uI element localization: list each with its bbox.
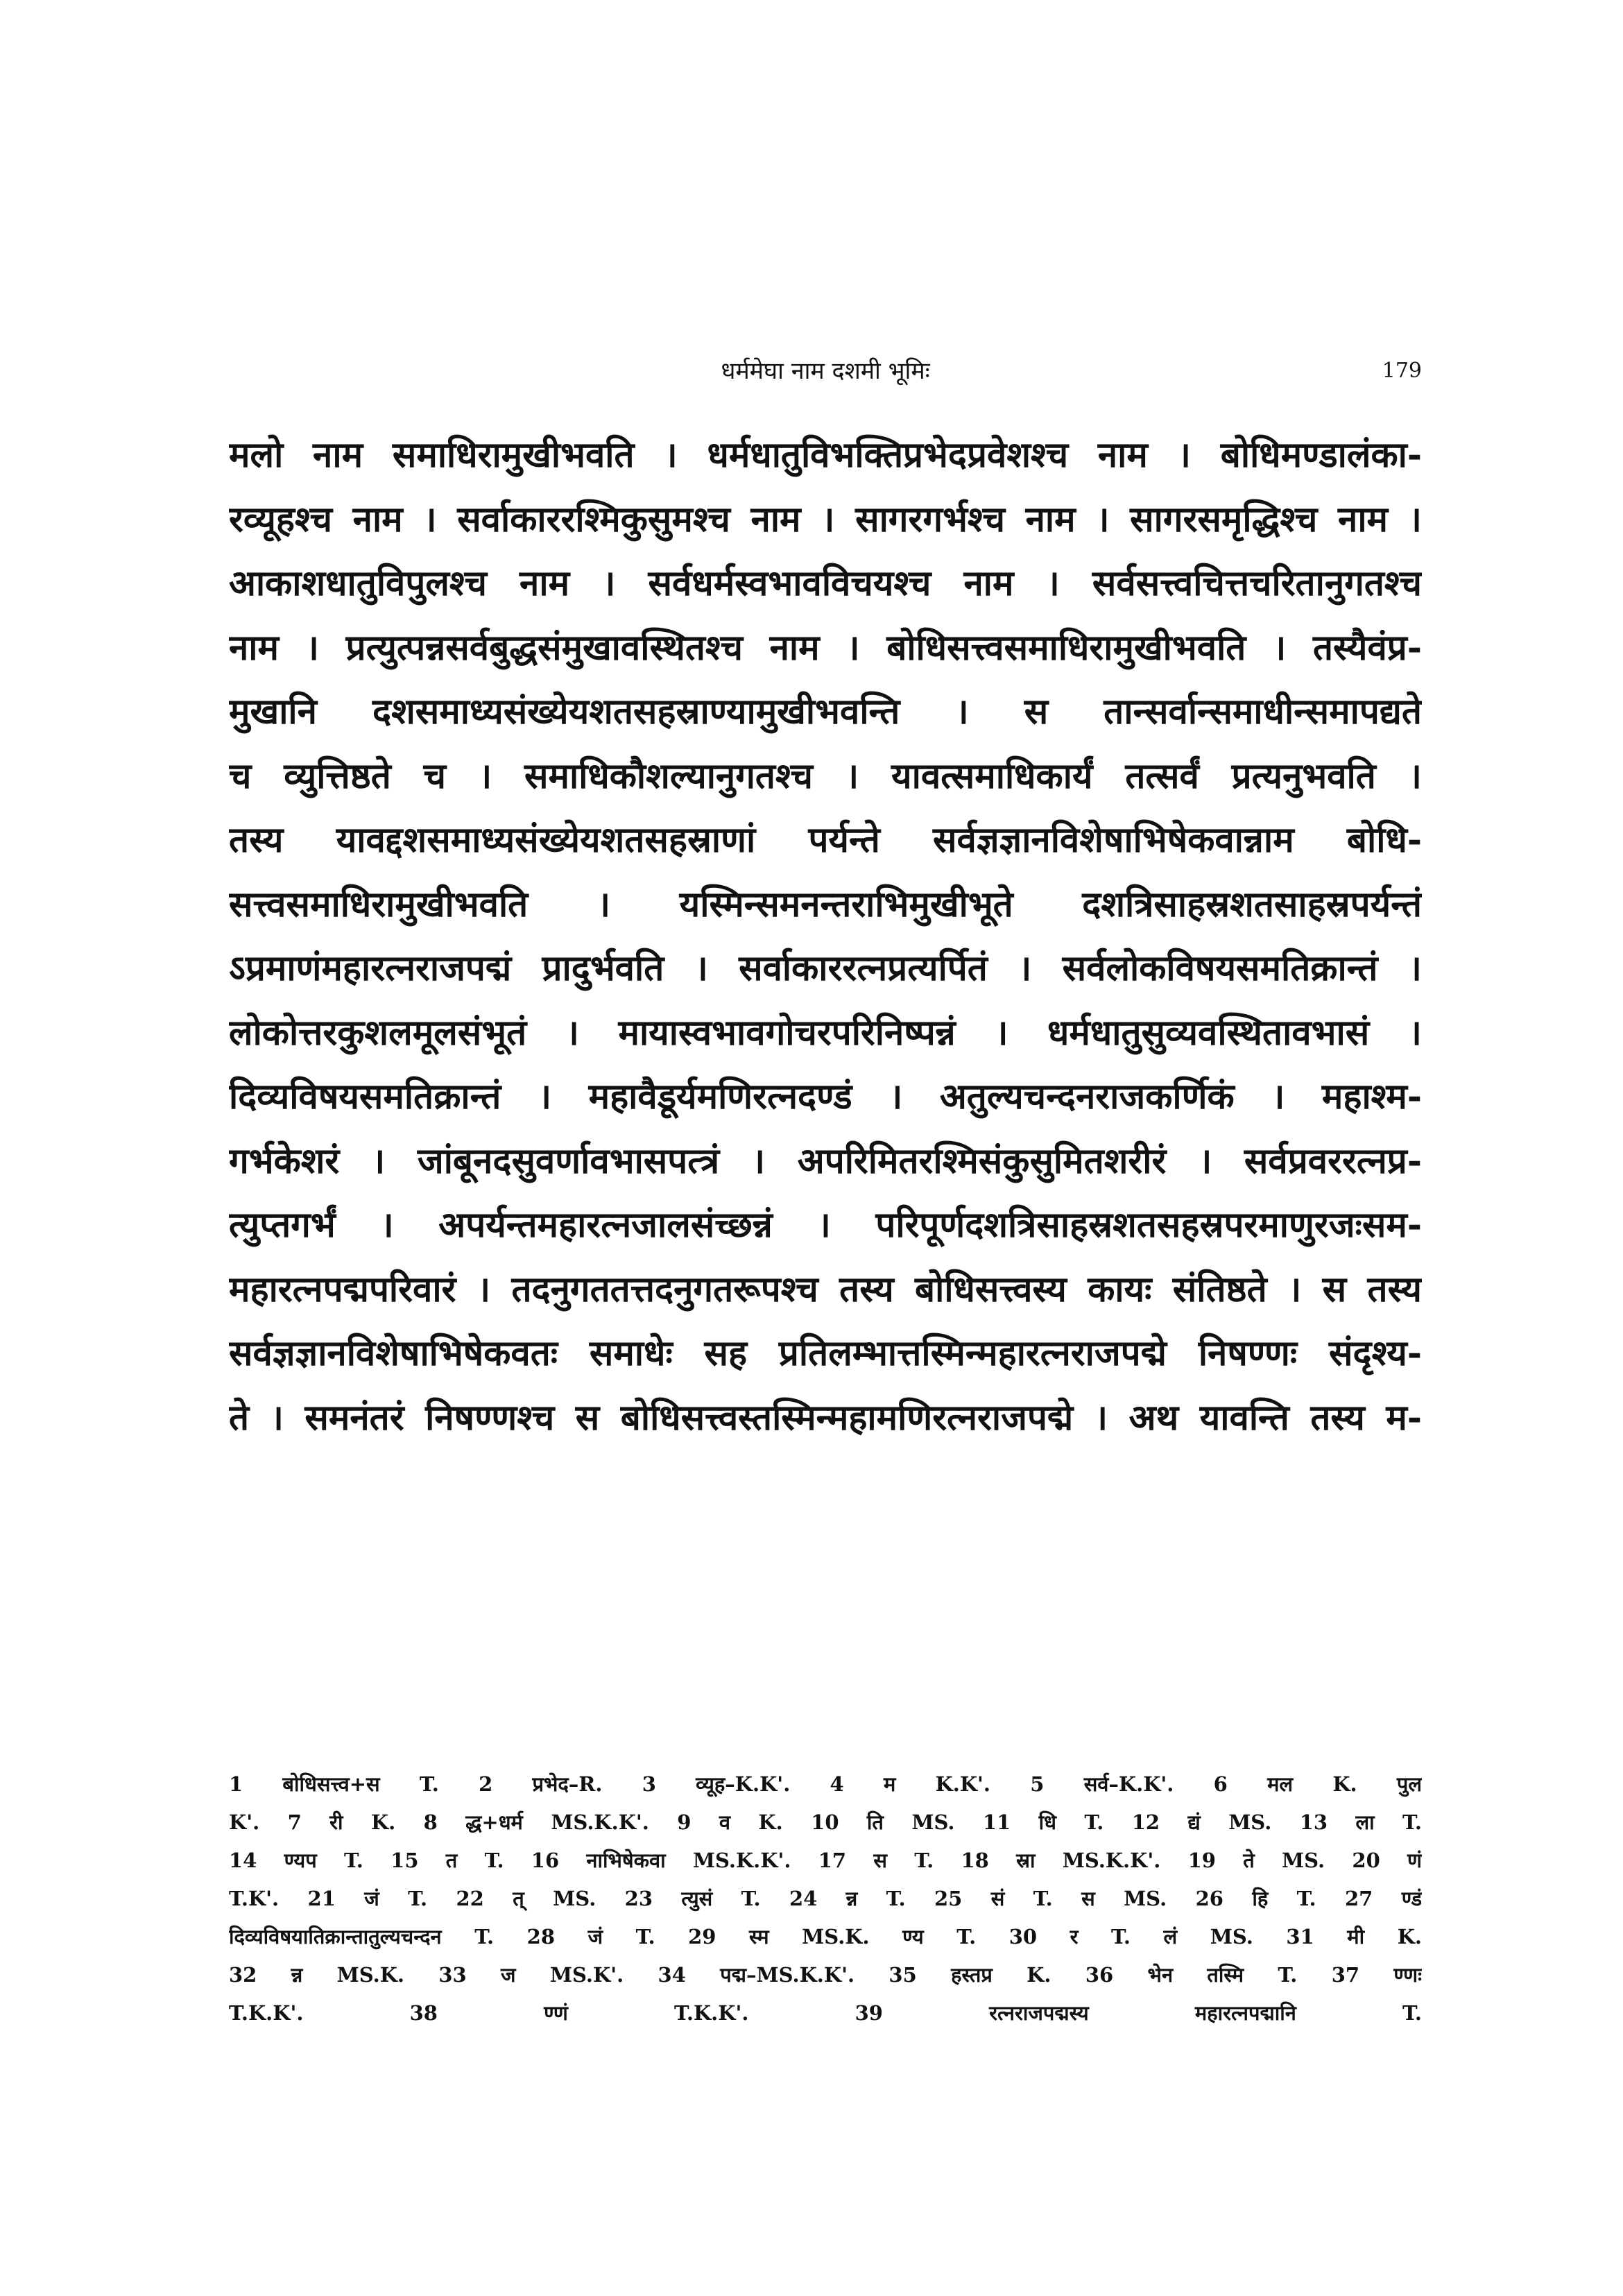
footnote-line: T.K.K'. 38 ण्णं T.K.K'. 39 रत्नराजपद्मस्य महारत्नपद्मानि T. <box>229 2001 1422 2025</box>
footnote-line: 1 बोधिसत्त्व+स T. 2 प्रभेद–R. 3 व्यूह–K.K'. 4 म K.K'. 5 सर्व–K.K'. 6 मल K. पुल <box>229 1772 1422 1796</box>
main-text <box>229 423 1422 1450</box>
text-line: रव्यूहश्च नाम । सर्वाकाररश्मिकुसुमश्च नाम । सागरगर्भश्च नाम । सागरसमृद्धिश्च नाम । <box>229 498 1422 540</box>
text-line: तस्य यावद्दशसमाध्यसंख्येयशतसहस्राणां पर्यन्ते सर्वज्ञज्ञानविशेषाभिषेकवान्नाम बोधि- <box>229 819 1422 861</box>
footnotes <box>229 1765 1422 2032</box>
text-line: मुखानि दशसमाध्यसंख्येयशतसहस्राण्यामुखीभवन्ति । स तान्सर्वान्समाधीन्समापद्यते <box>229 691 1422 733</box>
text-line: त्युप्तगर्भं । अपर्यन्तमहारत्नजालसंच्छन्नं । परिपूर्णदशत्रिसाहस्रशतसहस्रपरमाणुरजःसम- <box>229 1204 1422 1246</box>
text-line: मलो नाम समाधिरामुखीभवति । धर्मधातुविभक्तिप्रभेदप्रवेशश्च नाम । बोधिमण्डालंका- <box>229 434 1422 476</box>
text-line: च व्युत्तिष्ठते च । समाधिकौशल्यानुगतश्च । यावत्समाधिकार्यं तत्सर्वं प्रत्यनुभवति । <box>229 755 1422 797</box>
footnote-line: दिव्यविषयातिक्रान्तातुल्यचन्दन T. 28 जं T. 29 स्म MS.K. ण्य T. 30 र T. लं MS. 31 मी K. <box>229 1925 1422 1948</box>
page-number: 179 <box>1382 359 1422 383</box>
text-line: नाम । प्रत्युत्पन्नसर्वबुद्धसंमुखावस्थितश्च नाम । बोधिसत्त्वसमाधिरामुखीभवति । तस्यैवंप्र- <box>229 626 1422 669</box>
text-line: लोकोत्तरकुशलमूलसंभूतं । मायास्वभावगोचरपरिनिष्पन्नं । धर्मधातुसुव्यवस्थितावभासं । <box>229 1011 1422 1054</box>
text-line: सत्त्वसमाधिरामुखीभवति । यस्मिन्समनन्तराभिमुखीभूते दशत्रिसाहस्रशतसाहस्रपर्यन्तं <box>229 883 1422 925</box>
footnote-line: T.K'. 21 जं T. 22 त् MS. 23 त्युसं T. 24 न्न T. 25 सं T. स MS. 26 हि T. 27 ण्डं <box>229 1887 1422 1910</box>
text-line: सर्वज्ञज्ञानविशेषाभिषेकवतः समाधेः सह प्रतिलम्भात्तस्मिन्महारत्नराजपद्मे निषण्णः संदृश्य- <box>229 1333 1422 1374</box>
text-line: दिव्यविषयसमतिक्रान्तं । महावैडूर्यमणिरत्नदण्डं । अतुल्यचन्दनराजकर्णिकं । महाश्म- <box>229 1076 1422 1117</box>
footnote-line: K'. 7 री K. 8 द्ध+धर्म MS.K.K'. 9 व K. 10 ति MS. 11 धि T. 12 द्यं MS. 13 ला T. <box>229 1810 1422 1834</box>
running-head <box>229 350 1422 392</box>
running-title: धर्ममेघा नाम दशमी भूमिः <box>721 357 930 385</box>
text-line: महारत्नपद्मपरिवारं । तदनुगततत्तदनुगतरूपश्च तस्य बोधिसत्त्वस्य कायः संतिष्ठते । स तस्य <box>229 1268 1422 1310</box>
footnote-line: 14 ण्यप T. 15 त T. 16 नाभिषेकवा MS.K.K'. 17 स T. 18 स्रा MS.K.K'. 19 ते MS. 20 णं <box>229 1849 1422 1872</box>
text-line: ते । समनंतरं निषण्णश्च स बोधिसत्त्वस्तस्मिन्महामणिरत्नराजपद्मे । अथ यावन्ति तस्य म- <box>229 1396 1422 1439</box>
text-line: गर्भकेशरं । जांबूनदसुवर्णावभासपत्त्रं । अपरिमितरश्मिसंकुसुमितशरीरं । सर्वप्रवररत्नप्र- <box>229 1140 1422 1182</box>
footnote-line: 32 न्न MS.K. 33 ज MS.K'. 34 पद्म–MS.K.K'. 35 हस्तप्र K. 36 भेन तस्मि T. 37 ण्णः <box>229 1963 1422 1987</box>
text-line: ऽप्रमाणंमहारत्नराजपद्मं प्रादुर्भवति । सर्वाकाररत्नप्रत्यर्पितं । सर्वलोकविषयसमतिक्रान्तं । <box>229 948 1422 989</box>
text-line: आकाशधातुविपुलश्च नाम । सर्वधर्मस्वभावविचयश्च नाम । सर्वसत्त्वचित्तचरितानुगतश्च <box>229 563 1422 604</box>
